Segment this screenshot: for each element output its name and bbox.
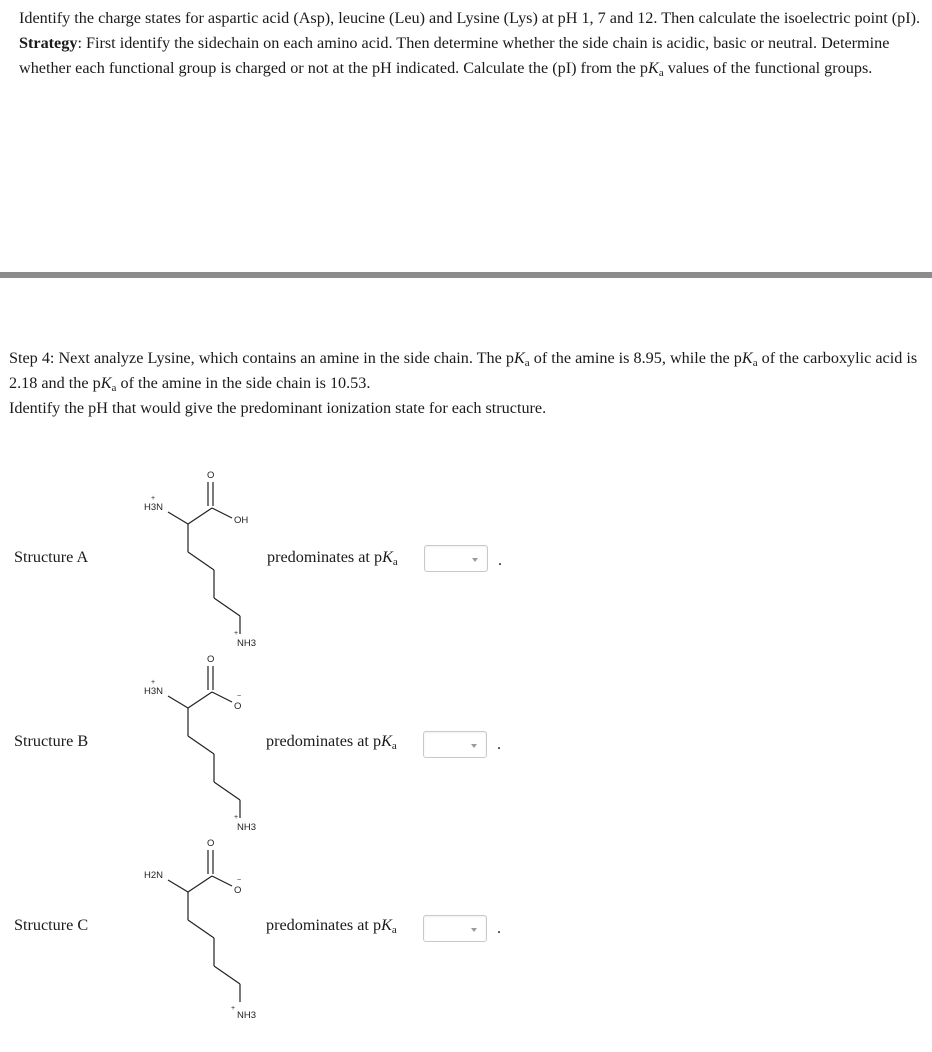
structure-a-predicate: predominates at $pK_a$	[267, 548, 398, 568]
svg-text:O: O	[234, 885, 242, 896]
structure-b-predicate: predominates at $pK_a$	[266, 732, 397, 752]
svg-text:−: −	[237, 877, 242, 884]
svg-text:+: +	[151, 679, 156, 686]
structure-c-pka-select[interactable]	[423, 915, 487, 942]
svg-text:OH: OH	[234, 515, 249, 526]
step-4-description: Step 4: Next analyze Lysine, which contains an amine in the side chain. The $pK_a$ of the amine is 8.95, while the $pK_a$ of the carboxylic acid is 2.18 and the $pK_a$ of the amine in the side chain is 10.53.	[9, 349, 918, 394]
structure-a-label: Structure A	[14, 548, 89, 566]
svg-text:NH3: NH3	[237, 638, 257, 649]
structure-b-label: Structure B	[14, 732, 89, 750]
strategy-text: Strategy: First identify the sidechain on each amino acid. Then determine whether the side chain is acidic, basic or neutral. Determine whether each functional group is charged or not at the pH indicated. Calculate the (pI) from the $pK_a$ values of the functional groups.	[19, 34, 890, 79]
svg-text:H2N: H2N	[144, 870, 164, 881]
svg-text:−: −	[237, 693, 242, 700]
structure-c-molecule	[120, 834, 280, 1024]
structure-c-label: Structure C	[14, 916, 89, 934]
period: .	[498, 551, 503, 569]
svg-text:NH3: NH3	[237, 1010, 257, 1021]
svg-text:+: +	[234, 814, 239, 821]
chevron-down-icon	[471, 744, 477, 748]
svg-text:+: +	[231, 1005, 236, 1012]
svg-text:O: O	[207, 838, 215, 849]
svg-text:H3N: H3N	[144, 502, 164, 513]
structure-a-pka-select[interactable]	[424, 545, 488, 572]
svg-text:NH3: NH3	[237, 822, 257, 833]
structure-c-predicate: predominates at $pK_a$	[266, 916, 397, 936]
section-divider	[0, 272, 932, 278]
svg-text:O: O	[207, 470, 215, 481]
structure-b-pka-select[interactable]	[423, 731, 487, 758]
svg-text:+: +	[234, 630, 239, 637]
chevron-down-icon	[472, 558, 478, 562]
svg-text:+: +	[151, 495, 156, 502]
step-4-instruction: Identify the pH that would give the predominant ionization state for each structure.	[9, 399, 547, 417]
period: .	[497, 735, 502, 753]
svg-text:O: O	[234, 701, 242, 712]
structure-a-molecule	[120, 466, 280, 656]
svg-text:O: O	[207, 654, 215, 665]
step-4-text	[9, 346, 924, 421]
period: .	[497, 919, 502, 937]
question-intro	[19, 6, 924, 81]
svg-text:H3N: H3N	[144, 686, 164, 697]
question-text: Identify the charge states for aspartic acid (Asp), leucine (Leu) and Lysine (Lys) at pH 1, 7 and 12. Then calculate the isoelectric point (pI).	[19, 9, 921, 27]
chevron-down-icon	[471, 928, 477, 932]
structure-b-molecule	[120, 650, 280, 840]
